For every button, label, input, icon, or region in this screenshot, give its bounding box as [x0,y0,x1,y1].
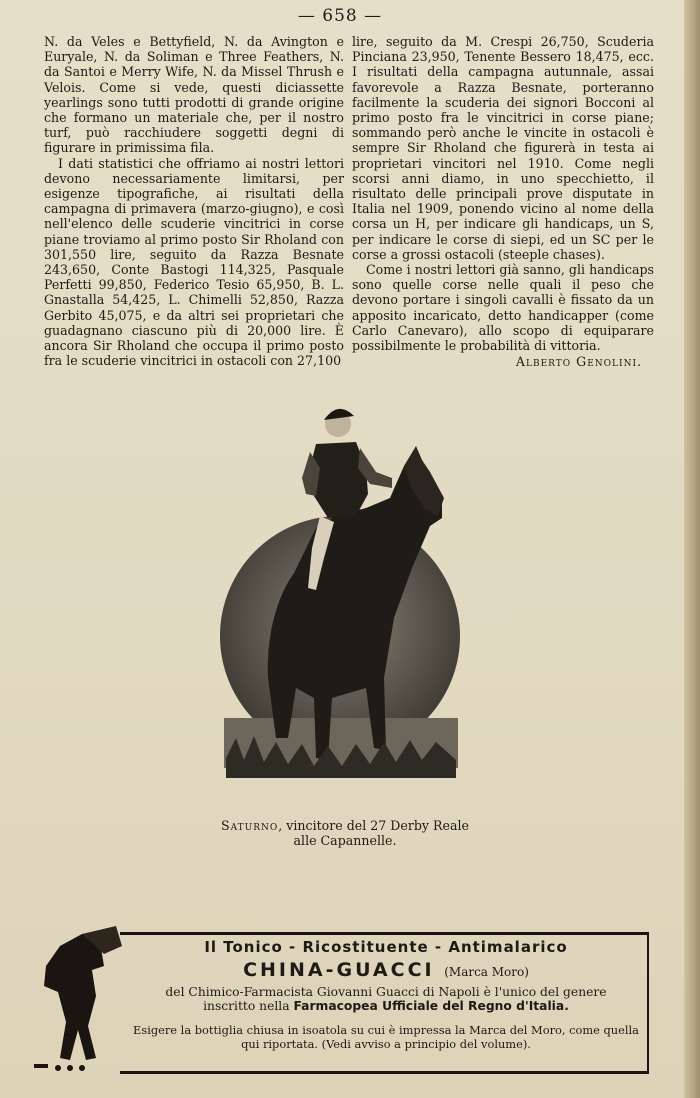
ad-pharmacopoeia-bold: Farmacopea Ufficiale del Regno d'Italia. [293,999,569,1013]
left-column [44,34,344,368]
ad-maker-line: del Chimico-Farmacista Giovanni Guacci di Napoli è l'unico del genere [165,985,607,999]
advertisement [30,926,654,1076]
moor-logo-icon [30,926,126,1076]
right-column [352,34,654,369]
left-paragraph-2: I dati statistici che offriamo ai nostri lettori devono necessariamente limitarsi, per esigenze tipografiche, ai risultati della campagna di primavera (marzo-giugno), e così nell'elenco delle scuderie vincitrici in corse piane troviamo al primo posto Sir Rholand con 301,550 lire, seguito da Razza Besnate 243,650, Conte Bastogi 114,325, Pasquale Perfetti 99,850, Federico Tesio 65,950, B. L. Gnastalla 54,425, L. Chimelli 52,850, Razza Gerbito 45,075, e da altri sei proprietari che guadagnano ciascuno più di 20,000 lire. È ancora Sir Rholand che occupa il primo posto fra le scuderie vincitrici in ostacoli con 27,100 [44,155,344,369]
photo-caption [150,818,540,848]
ad-brand [132,959,640,981]
page-number: — 658 — [297,6,383,26]
caption-horse-name: Saturno [221,818,279,833]
ad-text-block [132,938,640,1051]
ad-pharmacopoeia-pre: inscritto nella [203,999,294,1013]
author-signature: Alberto Genolini. [515,354,642,370]
right-paragraph-2: Come i nostri lettori già sanno, gli handicaps sono quelle corse nelle quali il peso che devono portare i singoli cavalli è fissato da un apposito incaricato, detto handicapper (come Carlo Canevaro), allo scopo di equiparare possibilmente le probabilità di vittoria. [352,262,654,354]
ad-brand-note: (Marca Moro) [444,965,529,979]
caption-text: , vincitore del 27 Derby Reale [278,818,469,833]
caption-line-2: alle Capannelle. [293,833,397,848]
left-paragraph-1: N. da Veles e Bettyfield, N. da Avington e Euryale, N. da Soliman e Three Feathers, N. da Santoi e Merry Wife, N. da Missel Thrush e Velois. Come si vede, questi diciassette yearlings sono tutti prodotti di grande origine che formano un materiale che, per il nostro turf, può racchiudere soggetti degni di figurare in primissima fila. [44,34,344,156]
page-edge [684,0,700,1098]
ad-brand-name: CHINA-GUACCI [243,959,435,981]
ad-headline: Il Tonico - Ricostituente - Antimalarico [204,938,568,956]
jockey-horse-photo [216,398,466,803]
ad-instruction-line: Esigere la bottiglia chiusa in isoatola su cui è impressa la Marca del Moro, come quella qui riportata. (Vedi avviso a principio del volume). [133,1023,639,1051]
right-paragraph-1: lire, seguito da M. Crespi 26,750, Scuderia Pinciana 23,950, Tenente Bessero 18,475, ecc. I risultati della campagna autunnale, assai favorevole a Razza Besnate, porteranno facilmente la scuderia dei signori Bocconi al primo posto fra le vincitrici in corse piane; sommando però anche le vincite in ostacoli è sempre Sir Rholand che figurerà in testa ai proprietari vincitori nel 1910. Come negli scorsi anni diamo, in uno specchietto, il risultato delle principali prove disputate in Italia nel 1909, ponendo vicino al nome della corsa un H, per indicare gli handicaps, un S, per indicare le corse di siepi, ed un SC per le corse a grossi ostacoli (steeple chases). [352,34,654,262]
ad-pharmacopoeia-line [132,999,640,1013]
jockey-body [310,442,368,518]
caption-line-1 [150,818,540,833]
